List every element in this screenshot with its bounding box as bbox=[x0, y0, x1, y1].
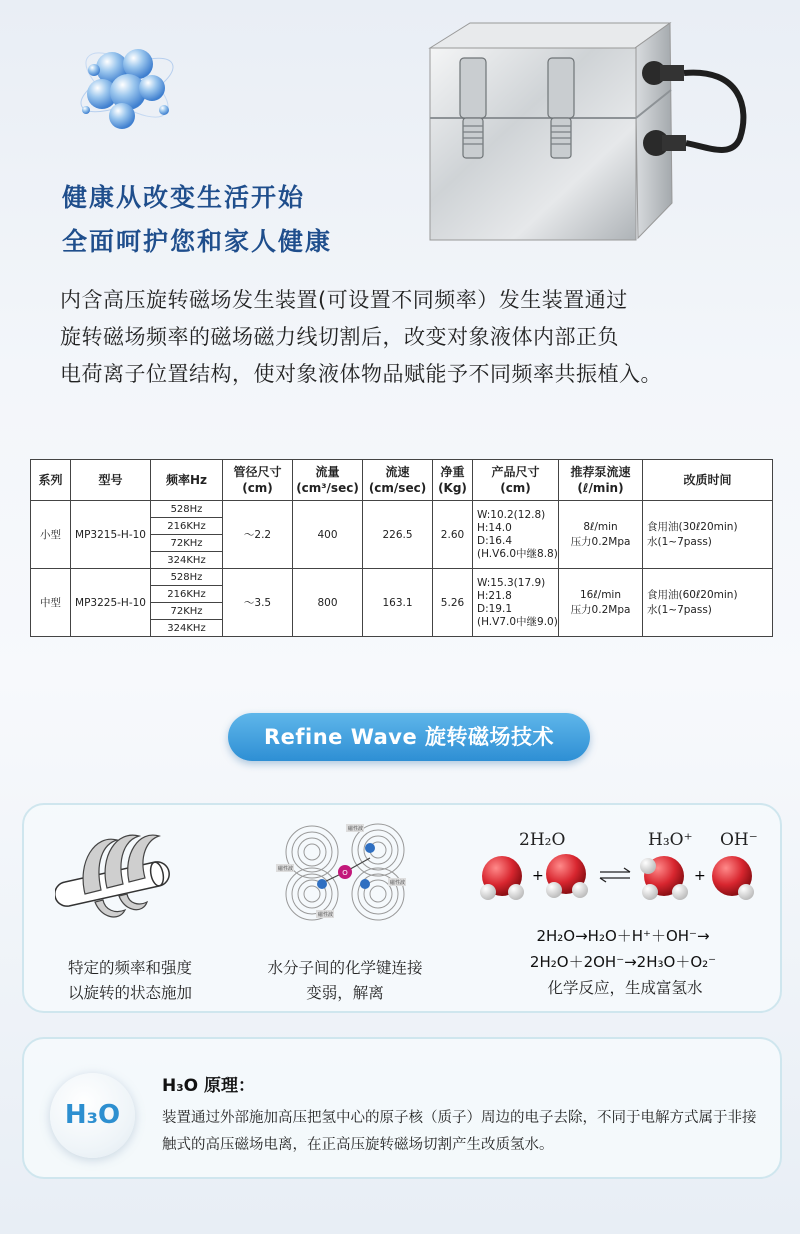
svg-text:+: + bbox=[532, 868, 544, 884]
wave-label: 磁性波 bbox=[318, 912, 334, 918]
intro-line: 电荷离子位置结构，使对象液体物品赋能予不同频率共振植入。 bbox=[60, 362, 662, 386]
freq-cell: 528Hz bbox=[151, 501, 223, 518]
diagram-3-caption: 化学反应，生成富氢水 bbox=[547, 979, 703, 997]
col-header bbox=[433, 460, 473, 501]
principle-text: 装置通过外部施加高压把氢中心的原子核（质子）周边的电子去除，不同于电解方式属于非接触式的高压磁场电离，在正高压旋转磁场切割产生改质氢水。 bbox=[162, 1110, 757, 1153]
formula-oh: OH⁻ bbox=[720, 830, 758, 850]
weight-cell: 5.26 bbox=[433, 569, 473, 637]
tech-section-title: Refine Wave 旋转磁场技术 bbox=[228, 713, 590, 761]
freq-cell: 216KHz bbox=[151, 518, 223, 535]
freq-cell: 72KHz bbox=[151, 535, 223, 552]
col-header bbox=[293, 460, 363, 501]
intro-paragraph bbox=[60, 282, 760, 393]
caption-line: 特定的频率和强度 bbox=[67, 959, 192, 977]
size-line: D:16.4 bbox=[477, 534, 513, 547]
col-header-text: 流速 bbox=[385, 465, 410, 479]
molecule-cluster-icon bbox=[72, 30, 182, 140]
speed-cell: 226.5 bbox=[363, 501, 433, 569]
time-cell bbox=[643, 501, 773, 569]
time-cell bbox=[643, 569, 773, 637]
wave-label: 磁性波 bbox=[348, 826, 364, 832]
col-header-unit: (Kg) bbox=[438, 481, 467, 495]
col-header-text: 流量 bbox=[315, 465, 340, 479]
col-header bbox=[223, 460, 293, 501]
diagram-1-caption bbox=[40, 956, 220, 1006]
size-line: W:15.3(17.9) bbox=[477, 576, 546, 589]
col-header bbox=[363, 460, 433, 501]
spec-table bbox=[30, 459, 773, 637]
caption-line: 以旋转的状态施加 bbox=[67, 984, 192, 1002]
col-header: 系列 bbox=[31, 460, 71, 501]
pump-line: 16ℓ/min bbox=[579, 588, 622, 601]
size-cell bbox=[473, 501, 559, 569]
h3o-badge: H₃O bbox=[50, 1073, 135, 1158]
time-line: 水(1~7pass) bbox=[647, 603, 712, 616]
rotating-field-icon bbox=[55, 822, 185, 932]
col-header-unit: (ℓ/min) bbox=[577, 481, 624, 495]
col-header: 型号 bbox=[71, 460, 151, 501]
intro-line: 内含高压旋转磁场发生装置(可设置不同频率）发生装置通过 bbox=[60, 288, 628, 312]
svg-text:O: O bbox=[342, 869, 348, 877]
time-line: 食用油(60ℓ20min) bbox=[647, 588, 738, 601]
size-line: H:14.0 bbox=[477, 521, 512, 534]
equation-1: 2H₂O→H₂O＋H⁺＋OH⁻→ bbox=[536, 927, 710, 945]
table-row bbox=[31, 569, 773, 586]
model-cell: MP3225-H-10 bbox=[71, 569, 151, 637]
freq-cell: 528Hz bbox=[151, 569, 223, 586]
model-cell: MP3215-H-10 bbox=[71, 501, 151, 569]
freq-cell: 216KHz bbox=[151, 586, 223, 603]
wave-label: 磁性波 bbox=[390, 880, 406, 886]
size-cell bbox=[473, 569, 559, 637]
size-line: D:19.1 bbox=[477, 602, 513, 615]
col-header bbox=[473, 460, 559, 501]
col-header bbox=[559, 460, 643, 501]
device-product-image bbox=[420, 18, 760, 263]
col-header: 频率Hz bbox=[151, 460, 223, 501]
size-line: (H.V7.0中继9.0) bbox=[477, 615, 558, 628]
series-cell: 小型 bbox=[31, 501, 71, 569]
freq-cell: 324KHz bbox=[151, 620, 223, 637]
headline-line-2: 全面呵护您和家人健康 bbox=[62, 227, 333, 256]
col-header-text: 产品尺寸 bbox=[491, 465, 540, 479]
principle-title: H₃O 原理： bbox=[162, 1076, 256, 1096]
flow-cell: 400 bbox=[293, 501, 363, 569]
table-header-row bbox=[31, 460, 773, 501]
equation-2: 2H₂O＋2OH⁻→2H₃O＋O₂⁻ bbox=[529, 953, 717, 971]
series-cell: 中型 bbox=[31, 569, 71, 637]
magnetic-wave-diagram-icon bbox=[270, 822, 420, 922]
col-header-unit: (cm) bbox=[500, 481, 531, 495]
caption-line: 变弱，解离 bbox=[306, 984, 384, 1002]
wave-label: 磁性波 bbox=[278, 866, 294, 872]
size-line: W:10.2(12.8) bbox=[477, 508, 546, 521]
col-header-unit: (cm³/sec) bbox=[296, 481, 359, 495]
pump-line: 压力0.2Mpa bbox=[570, 535, 631, 548]
intro-line: 旋转磁场频率的磁场磁力线切割后，改变对象液体内部正负 bbox=[60, 325, 619, 349]
size-line: (H.V6.0中继8.8) bbox=[477, 547, 558, 560]
headline-line-1: 健康从改变生活开始 bbox=[62, 183, 306, 212]
pump-cell bbox=[559, 501, 643, 569]
pump-cell bbox=[559, 569, 643, 637]
size-line: H:21.8 bbox=[477, 589, 512, 602]
water-reaction-icon bbox=[470, 848, 770, 908]
pump-line: 压力0.2Mpa bbox=[570, 603, 631, 616]
svg-text:+: + bbox=[694, 868, 706, 884]
table-row bbox=[31, 501, 773, 518]
flow-cell: 800 bbox=[293, 569, 363, 637]
formula-2h2o: 2H₂O bbox=[519, 830, 566, 850]
col-header-text: 净重 bbox=[440, 465, 465, 479]
pipe-cell: ～3.5 bbox=[223, 569, 293, 637]
col-header: 改质时间 bbox=[643, 460, 773, 501]
pump-line: 8ℓ/min bbox=[583, 520, 618, 533]
freq-cell: 72KHz bbox=[151, 603, 223, 620]
col-header-text: 推荐泵流速 bbox=[570, 465, 631, 479]
caption-line: 水分子间的化学键连接 bbox=[267, 959, 423, 977]
diagram-2-caption bbox=[245, 956, 445, 1006]
pipe-cell: ～2.2 bbox=[223, 501, 293, 569]
formula-h3o: H₃O⁺ bbox=[648, 830, 693, 850]
col-header-unit: (cm) bbox=[242, 481, 273, 495]
speed-cell: 163.1 bbox=[363, 569, 433, 637]
weight-cell: 2.60 bbox=[433, 501, 473, 569]
time-line: 水(1~7pass) bbox=[647, 535, 712, 548]
col-header-unit: (cm/sec) bbox=[368, 481, 427, 495]
time-line: 食用油(30ℓ20min) bbox=[647, 520, 738, 533]
freq-cell: 324KHz bbox=[151, 552, 223, 569]
col-header-text: 管径尺寸 bbox=[233, 465, 282, 479]
